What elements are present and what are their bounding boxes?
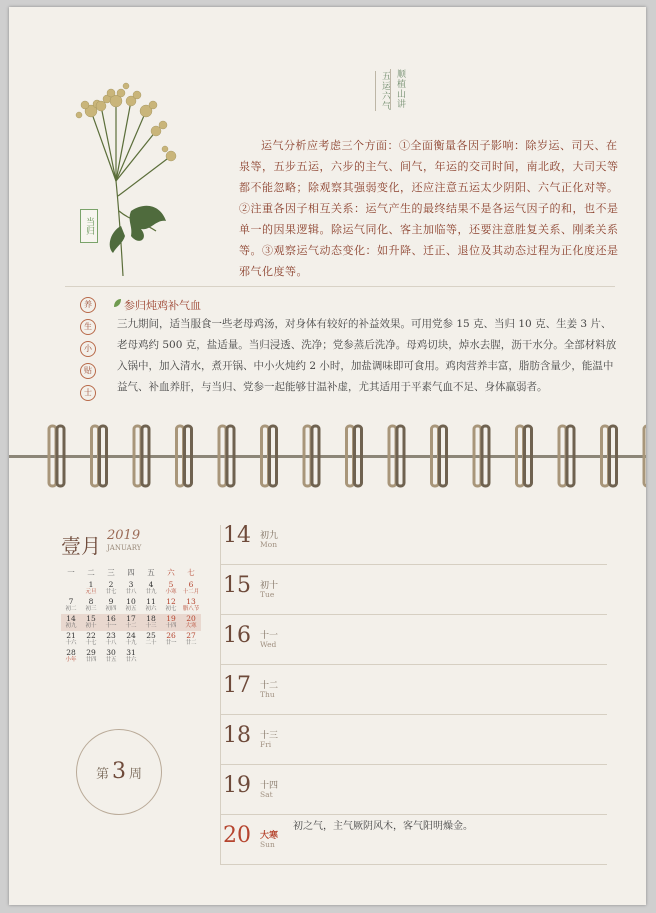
binding-rings bbox=[9, 420, 646, 492]
calendar-day-number: 19 bbox=[166, 614, 176, 623]
calendar-day-number: 12 bbox=[166, 597, 176, 606]
section-divider bbox=[65, 286, 615, 287]
calendar-lunar-date: 十一 bbox=[105, 623, 117, 629]
day-row[interactable] bbox=[220, 665, 607, 715]
weekday-header: 五 bbox=[147, 567, 155, 577]
calendar-lunar-date: 十六 bbox=[65, 640, 77, 646]
calendar-day-cell bbox=[181, 597, 201, 614]
calendar-lunar-date: 廿二 bbox=[185, 640, 197, 646]
calendar-week-row bbox=[61, 597, 201, 614]
calendar-day-number: 23 bbox=[106, 631, 116, 640]
day-row[interactable] bbox=[220, 765, 607, 815]
angelica-plant-illustration bbox=[61, 71, 191, 276]
tips-body: 三九期间，适当服食一些老母鸡汤，对身体有较好的补益效果。可用党参 15 克、当归 10 克、生姜 3 片、老母鸡约 500 克，盐适量。当归浸透、洗净；党参蒸后洗净。母鸡切块，焯水去腥，沥干水分。全部材料放入锅中，加入清水，煮开锅、中小火炖约 2 小时，加盐调味即可食用。鸡肉营养丰富，脂肪含量少，能温中益气、补血养肝，与当归、党参一起能够甘温补虚，尤其适用于平素气血不足、身体羸弱者。 bbox=[117, 318, 617, 393]
calendar-lunar-date: 初六 bbox=[145, 606, 157, 612]
calendar-lunar-date: 小年 bbox=[65, 657, 77, 663]
calendar-day-cell bbox=[101, 648, 121, 665]
weekday-header: 七 bbox=[187, 567, 195, 577]
calendar-day-number: 11 bbox=[146, 597, 156, 606]
calendar-day-cell bbox=[61, 631, 81, 648]
day-lunar: 十一 bbox=[260, 631, 279, 641]
calendar-day-number: 20 bbox=[186, 614, 196, 623]
calendar-lunar-date: 十九 bbox=[125, 640, 137, 646]
calendar-day-cell bbox=[141, 580, 161, 597]
calendar-lunar-date: 腊八节 bbox=[182, 606, 200, 612]
day-weekday: Mon bbox=[260, 540, 278, 549]
calendar-day-cell bbox=[141, 597, 161, 614]
day-number: 15 bbox=[223, 573, 251, 598]
day-row[interactable] bbox=[220, 615, 607, 665]
calendar-day-cell bbox=[181, 580, 201, 597]
day-weekday: Wed bbox=[260, 640, 277, 649]
calendar-lunar-date: 十八 bbox=[105, 640, 117, 646]
calendar-day-cell bbox=[101, 597, 121, 614]
calendar-day-cell bbox=[141, 631, 161, 648]
calendar-day-cell bbox=[121, 614, 141, 631]
calendar-day-number: 25 bbox=[146, 631, 156, 640]
calendar-day-cell bbox=[181, 648, 201, 665]
calendar-day-cell bbox=[161, 648, 181, 665]
day-number: 18 bbox=[223, 723, 251, 748]
calendar-day-cell bbox=[161, 580, 181, 597]
tips-label-char: 养 bbox=[80, 297, 96, 313]
calendar-lunar-date: 十七 bbox=[85, 640, 97, 646]
calendar-day-number: 15 bbox=[86, 614, 96, 623]
month-title: 壹月 bbox=[61, 534, 101, 558]
weekday-header: 二 bbox=[87, 567, 95, 577]
calendar-day-cell bbox=[181, 631, 201, 648]
day-number: 14 bbox=[223, 523, 251, 548]
week-number-badge bbox=[76, 729, 162, 815]
calendar-day-cell bbox=[61, 648, 81, 665]
day-number: 19 bbox=[223, 773, 251, 798]
calendar-day-cell bbox=[61, 597, 81, 614]
calendar-day-cell bbox=[121, 597, 141, 614]
day-lunar: 十二 bbox=[260, 681, 279, 691]
day-row[interactable] bbox=[220, 565, 607, 615]
day-row[interactable] bbox=[220, 715, 607, 765]
calendar-lunar-date: 初三 bbox=[85, 606, 97, 612]
calendar-day-cell bbox=[81, 631, 101, 648]
mini-calendar bbox=[61, 564, 201, 665]
health-tips-label bbox=[76, 297, 98, 407]
calendar-day-number: 31 bbox=[126, 648, 136, 657]
calendar-day-number: 22 bbox=[86, 631, 96, 640]
day-lunar: 初十 bbox=[260, 581, 279, 591]
tips-label-char: 士 bbox=[80, 385, 96, 401]
day-weekday: Fri bbox=[260, 740, 272, 749]
calendar-lunar-date: 廿九 bbox=[145, 589, 157, 595]
calendar-day-cell bbox=[61, 580, 81, 597]
calendar-lunar-date: 初七 bbox=[165, 606, 177, 612]
calendar-day-cell bbox=[81, 648, 101, 665]
day-lunar: 初九 bbox=[260, 531, 279, 541]
calendar-day-cell bbox=[161, 597, 181, 614]
day-weekday: Tue bbox=[260, 590, 275, 599]
calendar-week-row bbox=[61, 631, 201, 648]
week-prefix: 第 bbox=[95, 767, 109, 782]
weekday-header: 六 bbox=[167, 567, 175, 577]
calendar-day-cell bbox=[101, 614, 121, 631]
year-label: 2019 bbox=[107, 528, 141, 543]
calendar-day-number: 4 bbox=[148, 580, 154, 589]
week-suffix: 周 bbox=[129, 767, 143, 782]
tips-label-char: 小 bbox=[80, 341, 96, 357]
calendar-lunar-date: 大寒 bbox=[185, 623, 197, 629]
calendar-day-number: 18 bbox=[146, 614, 156, 623]
calendar-day-number: 21 bbox=[66, 631, 76, 640]
day-number: 16 bbox=[223, 623, 251, 648]
calendar-week-row bbox=[61, 580, 201, 597]
spiral-binding bbox=[9, 420, 646, 492]
calendar-day-number: 28 bbox=[66, 648, 76, 657]
calendar-day-cell bbox=[61, 614, 81, 631]
calendar-lunar-date: 初四 bbox=[105, 606, 117, 612]
weekday-header: 三 bbox=[107, 567, 115, 577]
weekday-header: 一 bbox=[67, 567, 75, 577]
calendar-day-number: 13 bbox=[186, 597, 196, 606]
month-english: JANUARY bbox=[107, 544, 142, 552]
calendar-day-number: 5 bbox=[168, 580, 174, 589]
calendar-page bbox=[9, 7, 646, 905]
tips-label-char: 生 bbox=[80, 319, 96, 335]
day-weekday: Sat bbox=[260, 790, 273, 799]
tips-label-char: 贴 bbox=[80, 363, 96, 379]
tips-title: 参归炖鸡补气血 bbox=[124, 299, 201, 312]
calendar-day-cell bbox=[141, 614, 161, 631]
day-row[interactable] bbox=[220, 515, 607, 565]
calendar-day-cell bbox=[81, 580, 101, 597]
calendar-day-number: 6 bbox=[188, 580, 194, 589]
calendar-day-number: 17 bbox=[126, 614, 136, 623]
calendar-lunar-date: 十二 bbox=[125, 623, 137, 629]
calendar-day-number: 7 bbox=[68, 597, 74, 606]
calendar-day-cell bbox=[81, 614, 101, 631]
calendar-lunar-date: 初二 bbox=[65, 606, 77, 612]
calendar-day-cell bbox=[161, 614, 181, 631]
day-lunar: 十四 bbox=[260, 781, 279, 791]
day-number: 20 bbox=[223, 823, 251, 848]
calendar-day-number: 14 bbox=[66, 614, 76, 623]
calendar-lunar-date: 廿六 bbox=[125, 657, 137, 663]
calendar-lunar-date: 十四 bbox=[165, 623, 177, 629]
calendar-day-cell bbox=[141, 648, 161, 665]
calendar-day-number: 1 bbox=[88, 580, 94, 589]
calendar-lunar-date: 小寒 bbox=[165, 589, 177, 595]
calendar-day-cell bbox=[121, 648, 141, 665]
day-row[interactable] bbox=[220, 815, 607, 865]
calendar-lunar-date: 十二月 bbox=[182, 589, 200, 595]
leaf-icon bbox=[113, 298, 122, 308]
calendar-day-number: 3 bbox=[128, 580, 134, 589]
week-number: 3 bbox=[112, 759, 126, 784]
herb-name-tag: 当归 bbox=[80, 209, 98, 243]
calendar-week-row bbox=[61, 614, 201, 631]
calendar-day-number: 27 bbox=[186, 631, 196, 640]
calendar-day-number: 2 bbox=[108, 580, 114, 589]
day-weekday: Thu bbox=[260, 690, 275, 699]
calendar-day-cell bbox=[101, 580, 121, 597]
calendar-day-cell bbox=[121, 631, 141, 648]
calendar-day-cell bbox=[101, 631, 121, 648]
calendar-lunar-date: 初五 bbox=[125, 606, 137, 612]
calendar-day-number: 30 bbox=[106, 648, 116, 657]
calendar-day-number: 10 bbox=[126, 597, 136, 606]
calendar-lunar-date: 初九 bbox=[65, 623, 77, 629]
calendar-day-cell bbox=[181, 614, 201, 631]
calendar-day-number: 9 bbox=[108, 597, 114, 606]
calendar-week-row bbox=[61, 648, 201, 665]
calendar-day-number: 16 bbox=[106, 614, 116, 623]
calendar-day-cell bbox=[161, 631, 181, 648]
calendar-lunar-date: 廿八 bbox=[125, 589, 137, 595]
weekday-header: 四 bbox=[127, 567, 135, 577]
calendar-lunar-date: 廿七 bbox=[105, 589, 117, 595]
day-weekday: Sun bbox=[260, 840, 275, 849]
calendar-day-number: 26 bbox=[166, 631, 176, 640]
day-number: 17 bbox=[223, 673, 251, 698]
calendar-day-cell bbox=[81, 597, 101, 614]
calendar-lunar-date: 初十 bbox=[85, 623, 97, 629]
calendar-lunar-date: 廿一 bbox=[165, 640, 177, 646]
column-subtitle: 五运六气 bbox=[375, 71, 392, 111]
essay-text: 运气分析应考虑三个方面：①全面衡量各因子影响：除岁运、司天、在泉等，五步五运，六步的主气、间气，年运的交司时间，南北政，大司天等都不能忽略；除观察其强弱变化，还应注意五运太少阴阳、六气正化对等。②注重各因子相互关系：运气产生的最终结果不是各运气因子的和，也不是单一的因果逻辑。除运气同化、客主加临等，还要注意胜复关系、刚柔关系等。③观察运气动态变化：如升降、迁正、退位及其动态过程为正化度还是邪气化度等。 bbox=[239, 139, 619, 278]
day-note: 初之气，主气厥阴风木，客气阳明燥金。 bbox=[293, 821, 473, 832]
column-title: 顺植山讲 bbox=[390, 69, 407, 109]
day-lunar: 十三 bbox=[260, 731, 279, 741]
day-lunar: 大寒 bbox=[260, 831, 279, 841]
calendar-lunar-date: 廿五 bbox=[105, 657, 117, 663]
calendar-day-number: 24 bbox=[126, 631, 136, 640]
calendar-lunar-date: 十三 bbox=[145, 623, 157, 629]
calendar-day-number: 8 bbox=[88, 597, 94, 606]
calendar-lunar-date: 元旦 bbox=[85, 589, 97, 595]
calendar-day-cell bbox=[121, 580, 141, 597]
calendar-day-number: 29 bbox=[86, 648, 96, 657]
calendar-lunar-date: 廿四 bbox=[85, 657, 97, 663]
calendar-lunar-date: 二十 bbox=[145, 640, 157, 646]
